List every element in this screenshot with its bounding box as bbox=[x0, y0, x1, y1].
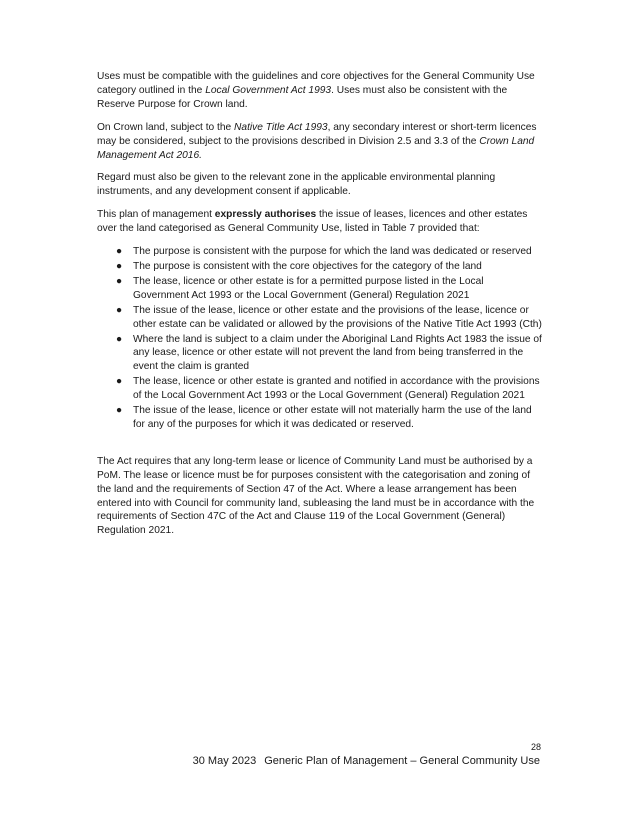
paragraph-uses: Uses must be compatible with the guidelines and core objectives for the General Community Use category outlined in the Local Government Act 1993. Uses must also be consistent with the Reserve Purpose for Crown land. bbox=[97, 71, 535, 110]
bullet-icon: ● bbox=[116, 405, 123, 417]
paragraph-crown-land: On Crown land, subject to the Native Title Act 1993, any secondary interest or short-term licences may be considered, subject to the provisions described in Division 2.5 and 3.3 of the Crown Land Management Act 2016. bbox=[97, 121, 537, 161]
paragraph-zone: Regard must also be given to the relevant zone in the applicable environmental planning instruments, and any development consent if applicable. bbox=[97, 172, 496, 198]
conditions-list bbox=[97, 245, 542, 432]
footer-date: 30 May 2023 bbox=[192, 755, 257, 767]
spacer bbox=[97, 433, 542, 455]
page-footer bbox=[193, 755, 540, 767]
paragraph-authorises: This plan of management expressly authorises the issue of leases, licences and other estates over the land categorised as General Community Use, listed in Table 7 provided that: bbox=[97, 209, 528, 235]
act-reference: Local Government Act 1993 bbox=[205, 84, 332, 96]
bullet-icon: ● bbox=[116, 376, 123, 388]
footer-title: Generic Plan of Management – General Community Use bbox=[264, 755, 540, 767]
bullet-icon: ● bbox=[116, 275, 123, 287]
bullet-icon: ● bbox=[116, 304, 123, 316]
list-item: ● The lease, licence or other estate is for a permitted purpose listed in the Local Government Act 1993 or the Local Government (General) Regulation 2021 bbox=[116, 275, 484, 301]
page-number: 28 bbox=[531, 742, 542, 752]
list-item: ● The lease, licence or other estate is granted and notified in accordance with the provisions of the Local Government Act 1993 or the Local Government (General) Regulation 2021 bbox=[116, 376, 540, 402]
act-reference: Native Title Act 1993 bbox=[234, 121, 328, 133]
emphasis: expressly authorises bbox=[214, 209, 317, 221]
paragraph-act-requirements: The Act requires that any long-term lease or licence of Community Land must be authorised by a PoM. The lease or licence must be for purposes consistent with the categorisation and zoning of the land and the requirements of Section 47 of the Act. Where a lease arrangement has been entered into with Council for community land, subleasing the land must be in accordance with the requirements of Section 47C of the Act and Clause 119 of the Local Government (General) Regulation 2021. bbox=[97, 455, 535, 537]
list-item: ● The issue of the lease, licence or other estate and the provisions of the lease, licence or other estate can be validated or allowed by the provisions of the Native Title Act 1993 (Cth) bbox=[116, 304, 542, 330]
list-item: ● The purpose is consistent with the core objectives for the category of the land bbox=[116, 260, 482, 272]
act-reference: Crown Land Management Act 2016. bbox=[97, 135, 535, 161]
bullet-icon: ● bbox=[116, 246, 123, 258]
list-item: ● Where the land is subject to a claim under the Aboriginal Land Rights Act 1983 the issue of any lease, licence or other estate will not prevent the land from being transferred in the event the claim is granted bbox=[116, 333, 542, 373]
document-body bbox=[97, 70, 542, 547]
bullet-icon: ● bbox=[116, 260, 123, 272]
list-item: ● The purpose is consistent with the purpose for which the land was dedicated or reserved bbox=[116, 246, 532, 258]
bullet-icon: ● bbox=[116, 333, 123, 345]
list-item: ● The issue of the lease, licence or other estate will not materially harm the use of the land for any of the purposes for which it was dedicated or reserved. bbox=[116, 405, 532, 430]
